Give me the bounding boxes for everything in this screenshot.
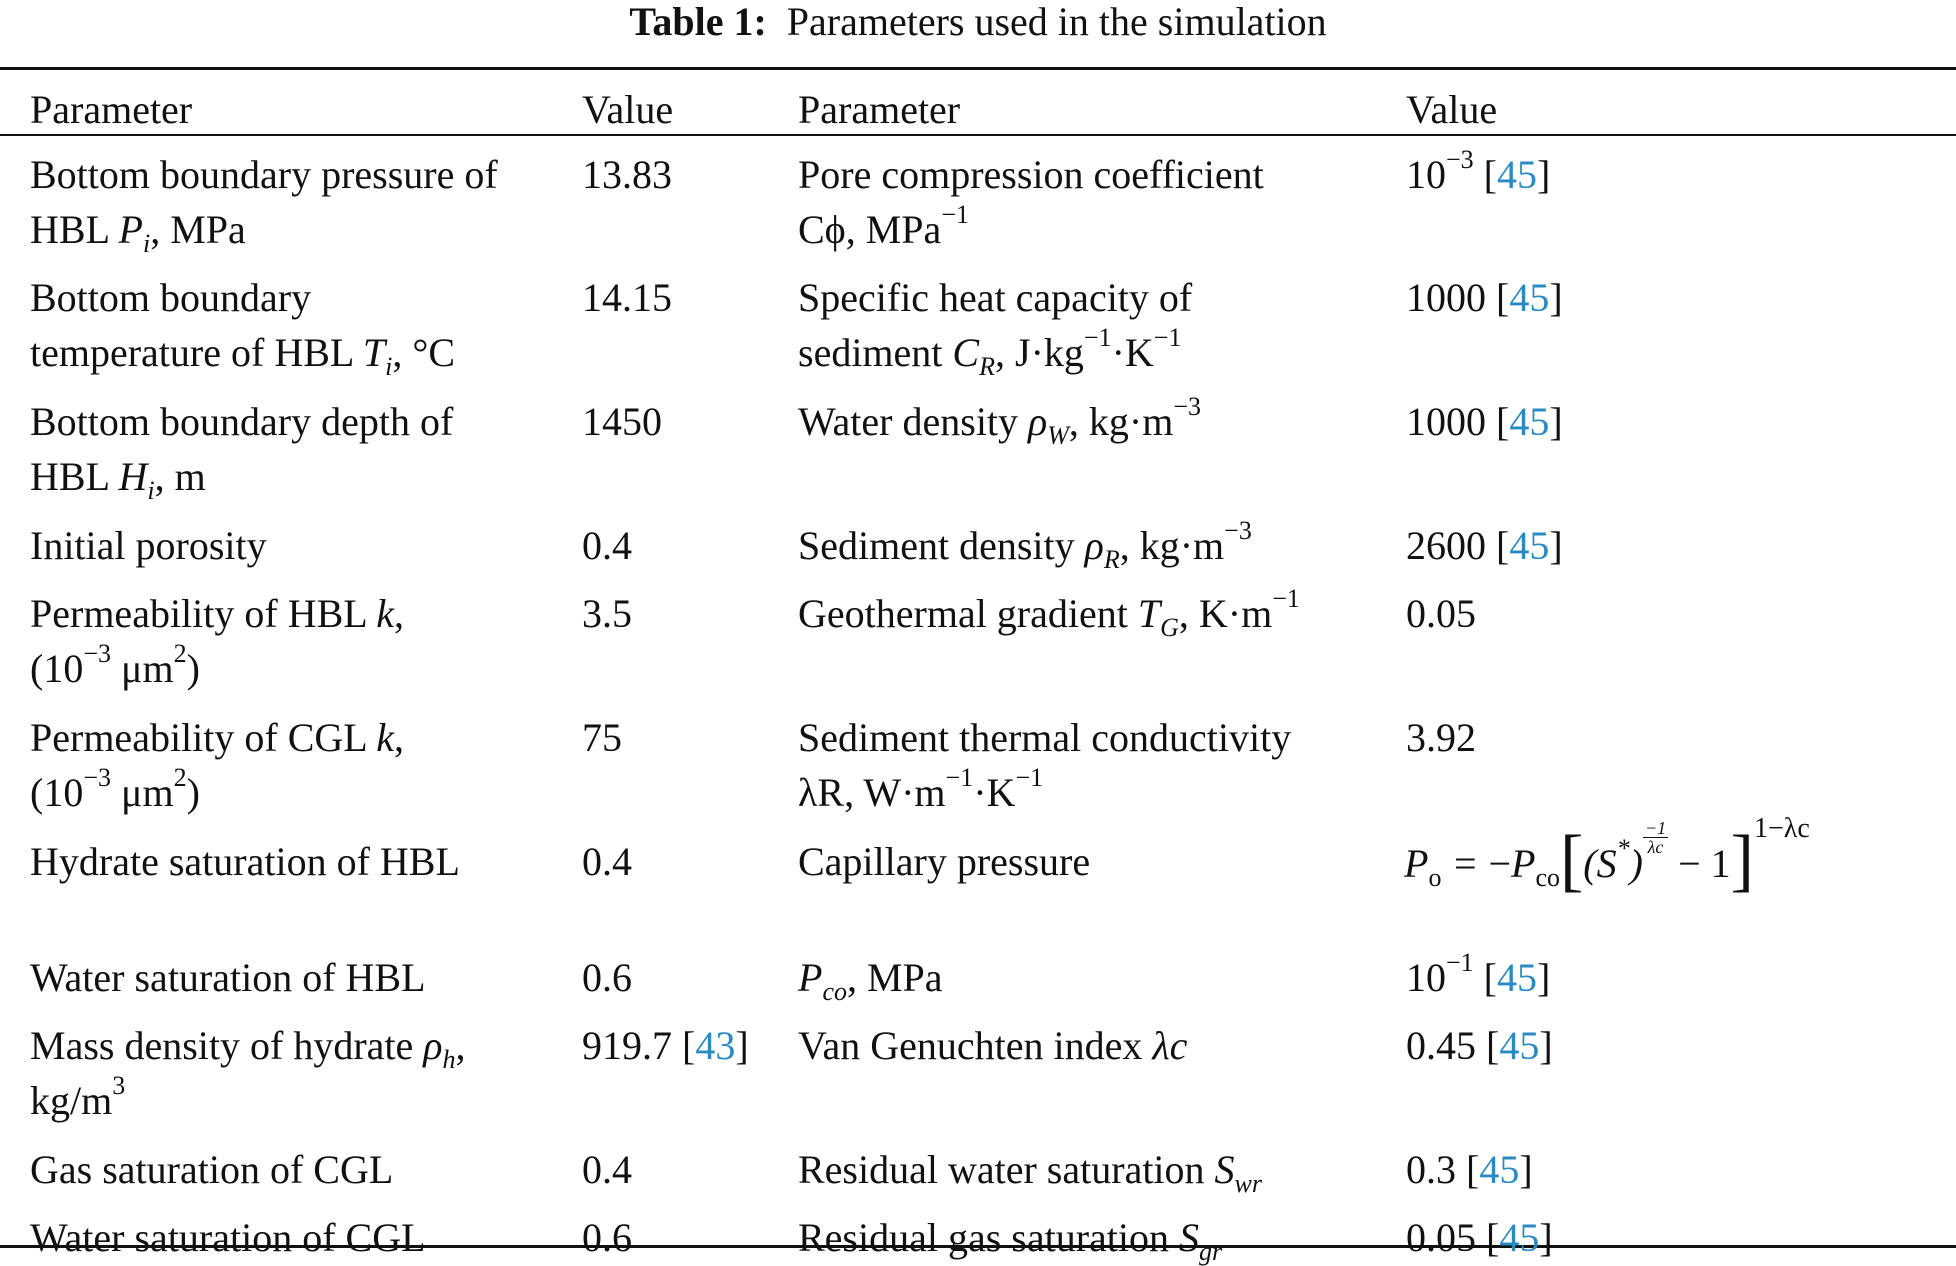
parameter-cell: ($10^{-3}$ $\mu m^2$) [30,762,200,815]
value-cell: 0.6 [582,955,632,1000]
value-cell: 0.05 [45] [1406,1215,1553,1260]
parameter-cell: Mass density of hydrate $\rho_h$, [30,1023,466,1074]
value-cell: 3.5 [582,591,632,636]
caption-label: Table 1: [629,0,767,44]
parameter-cell: Bottom boundary [30,275,312,320]
parameter-cell: ($10^{-3}$ $\mu m^2$) [30,638,200,691]
value-cell: 13.83 [582,152,672,197]
parameter-cell: Cϕ, MPa$^{-1}$ [798,199,969,252]
value-cell: 0.3 [45] [1406,1147,1533,1192]
value-cell: 0.4 [582,839,632,884]
parameter-cell: Hydrate saturation of HBL [30,839,460,884]
parameter-cell: Permeability of CGL k, [30,715,404,760]
value-cell: 14.15 [582,275,672,320]
parameter-cell: Water saturation of CGL [30,1215,426,1260]
parameter-cell: Permeability of HBL k, [30,591,404,636]
parameter-cell: HBL $P_i$, MPa [30,207,246,258]
header-parameter-2: Parameter [798,87,961,132]
parameter-cell: Gas saturation of CGL [30,1147,394,1192]
parameter-cell: Van Genuchten index λc [798,1023,1188,1068]
citation-link: 45 [1479,1147,1520,1192]
citation-link: 45 [1497,955,1537,1000]
parameter-cell: λR, $W\cdot m^{-1}\cdot K^{-1}$ [798,762,1044,815]
value-cell: 0.4 [582,523,632,568]
citation-link: 45 [1509,275,1550,320]
value-cell: 75 [582,715,622,760]
parameter-cell: Residual gas saturation $S_{gr}$ [798,1215,1223,1266]
value-cell: $10^{-1}$ [45] [1406,947,1551,1000]
citation-link: 45 [1499,1215,1540,1260]
value-cell: 2600 [45] [1406,523,1563,568]
capillary-pressure-formula: $P_o = -P_{co}[(S^*)$ $\frac{-1}{\lambda c}$ − 1]$^{1-\lambda c}$ [1404,813,1810,899]
citation-link: 45 [1499,1023,1540,1068]
parameter-cell: temperature of HBL $T_i$, °C [30,330,456,381]
parameter-cell: Initial porosity [30,523,267,568]
header-value-2: Value [1406,87,1498,132]
value-cell: 1000 [45] [1406,399,1563,444]
parameter-cell: Bottom boundary pressure of [30,152,498,197]
value-cell: $10^{-3}$ [45] [1406,144,1551,197]
citation-link: 45 [1497,152,1537,197]
caption-text: Parameters used in the simulation [786,0,1327,44]
value-cell: 0.6 [582,1215,632,1260]
parameter-cell: Sediment density $\rho_R$, $kg\cdot m^{-3}$ [798,515,1252,574]
value-cell: 0.45 [45] [1406,1023,1553,1068]
parameter-cell: $kg/m^3$ [30,1070,126,1123]
parameter-cell: Water saturation of HBL [30,955,426,1000]
parameter-cell: sediment $C_R$, $J\cdot kg^{-1}\cdot K^{-1}$ [798,322,1182,381]
header-value-1: Value [582,87,674,132]
citation-link: 45 [1509,399,1550,444]
value-cell: 1450 [582,399,662,444]
citation-link: 45 [1509,523,1550,568]
value-cell: 3.92 [1406,715,1476,760]
value-cell: 0.05 [1406,591,1476,636]
parameter-cell: Capillary pressure [798,839,1091,884]
table-caption [0,0,1956,44]
parameter-cell: Specific heat capacity of [798,275,1193,320]
parameter-cell: Residual water saturation $S_{wr}$ [798,1147,1263,1198]
header-parameter-1: Parameter [30,87,193,132]
top-rule [0,67,1956,70]
value-cell: 919.7 [43] [582,1023,749,1068]
parameter-cell: Geothermal gradient $T_G$, $K\cdot m^{-1}$ [798,583,1300,642]
parameter-cell: $P_{co}$, MPa [798,955,943,1006]
parameter-cell: Sediment thermal conductivity [798,715,1292,760]
header-rule [0,134,1956,136]
parameter-cell: Pore compression coefficient [798,152,1264,197]
parameter-cell: Bottom boundary depth of [30,399,454,444]
value-cell: 0.4 [582,1147,632,1192]
value-cell: 1000 [45] [1406,275,1563,320]
parameter-cell: Water density $\rho_W$, $kg\cdot m^{-3}$ [798,391,1202,450]
citation-link: 43 [695,1023,736,1068]
parameter-cell: HBL $H_i$, m [30,454,206,505]
